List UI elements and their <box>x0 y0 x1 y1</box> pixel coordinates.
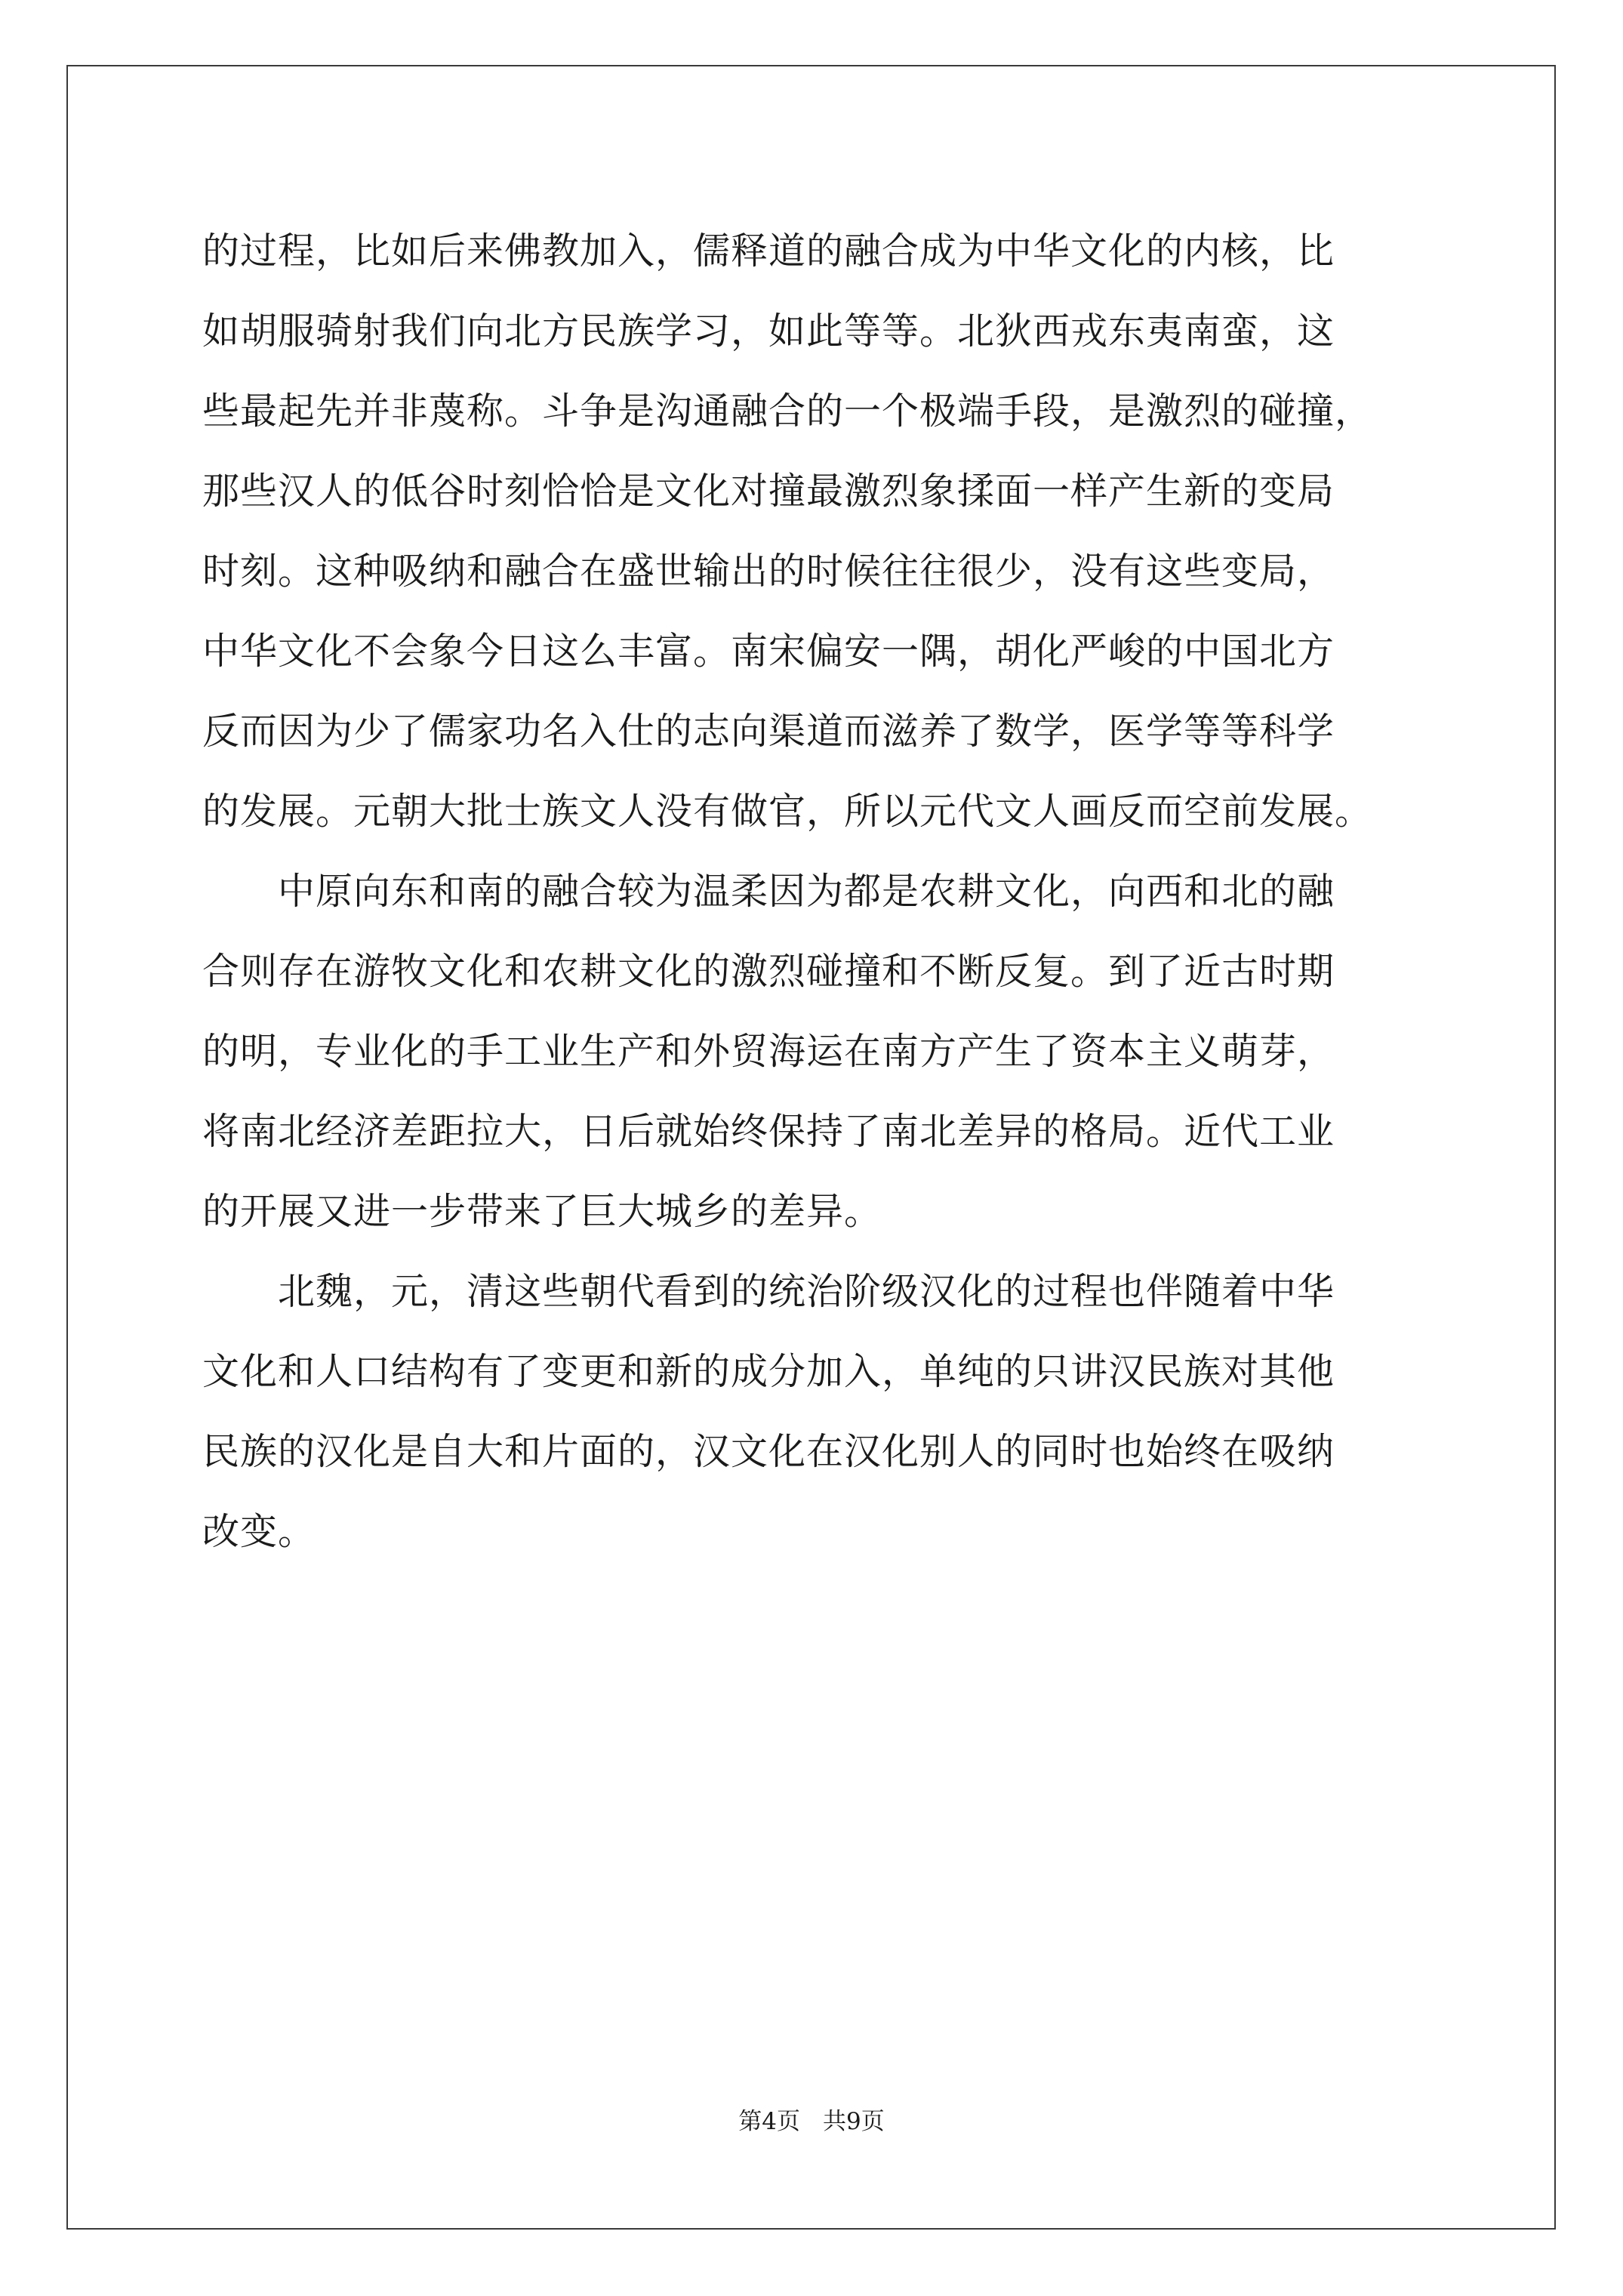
text-line: 的过程，比如后来佛教加入，儒释道的融合成为中华文化的内核，比 <box>202 230 1335 273</box>
text-line: 的明，专业化的手工业生产和外贸海运在南方产生了资本主义萌芽， <box>202 1030 1335 1073</box>
page-number: 第4页 <box>738 2108 800 2135</box>
text-line: 中华文化不会象今日这么丰富。南宋偏安一隅，胡化严峻的中国北方 <box>202 630 1335 673</box>
text-line: 文化和人口结构有了变更和新的成分加入，单纯的只讲汉民族对其他 <box>202 1350 1335 1393</box>
text-line: 中原向东和南的融合较为温柔因为都是农耕文化，向西和北的融 <box>202 870 1335 913</box>
text-line: 些最起先并非蔑称。斗争是沟通融合的一个极端手段，是激烈的碰撞， <box>202 390 1373 433</box>
page-total: 共9页 <box>823 2108 885 2135</box>
text-line: 北魏，元，清这些朝代看到的统治阶级汉化的过程也伴随着中华 <box>202 1270 1335 1313</box>
text-line: 反而因为少了儒家功名入仕的志向渠道而滋养了数学，医学等等科学 <box>202 710 1335 753</box>
text-line: 民族的汉化是自大和片面的，汉文化在汉化别人的同时也始终在吸纳 <box>202 1430 1335 1473</box>
text-line: 将南北经济差距拉大，日后就始终保持了南北差异的格局。近代工业 <box>202 1110 1335 1153</box>
text-line: 改变。 <box>202 1510 316 1553</box>
text-line: 的开展又进一步带来了巨大城乡的差异。 <box>202 1190 882 1233</box>
document-body <box>202 211 1448 1572</box>
text-line: 如胡服骑射我们向北方民族学习，如此等等。北狄西戎东夷南蛮，这 <box>202 310 1335 353</box>
text-line: 合则存在游牧文化和农耕文化的激烈碰撞和不断反复。到了近古时期 <box>202 950 1335 993</box>
text-line: 的发展。元朝大批士族文人没有做官，所以元代文人画反而空前发展。 <box>202 790 1373 833</box>
text-line: 那些汉人的低谷时刻恰恰是文化对撞最激烈象揉面一样产生新的变局 <box>202 470 1335 513</box>
text-line: 时刻。这种吸纳和融合在盛世输出的时候往往很少，没有这些变局， <box>202 550 1335 593</box>
page-footer <box>0 2102 1623 2136</box>
